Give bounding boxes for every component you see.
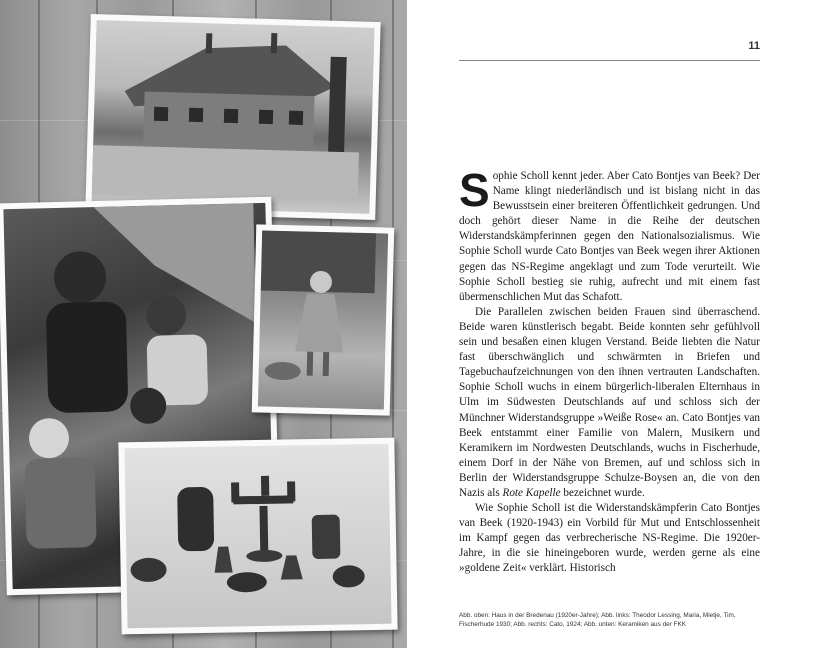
photo-house — [85, 14, 380, 220]
paragraph-2-text: Die Parallelen zwischen beiden Frauen sind überraschend. Beide waren künstlerisch begabt. Beide konnten sehr gefühlvoll sein und besaßen einen klugen Verstand. Beide liebten die Natur fast überschwänglich und schwärmten in Briefen und Tagebuchaufzeichnungen von den ihnen vertrauten Landschaften. Sophie Scholl wuchs in einem bürgerlich-liberalen Elternhaus in Ulm im Südwesten Deutschlands auf und schloss sich der Münchner Widerstandsgruppe »Weiße Rose« an. Cato Bontjes van Beek entstammt einer Familie von Malern, Musikern und Keramikern im Nordwesten Deutschlands, wuchs in Fischerhude, einem Dorf in der Nähe von Bremen, auf und schloss sich in Berlin der Widerstandsgruppe Schulze-Boysen an, die von den Nazis als — [459, 305, 760, 499]
right-page — [407, 0, 814, 648]
paragraph-2-italic: Rote Kapelle — [502, 486, 561, 499]
figure-caption: Abb. oben: Haus in der Bredenau (1920er-Jahre); Abb. links: Theodor Lessing, Maria, Mietje, Tim, Fischerhude 1930; Abb. rechts: Cato, 1924; Abb. unten: Keramiken aus der FKK — [459, 612, 736, 628]
header-rule — [459, 60, 760, 61]
paragraph-1-text: ophie Scholl kennt jeder. Aber Cato Bontjes van Beek? Der Name klingt niederländisch und ist bislang nicht in das Bewusstsein einer breiteren Öffentlichkeit gedrungen. Und doch gehört dieser Name in die Reihe der deutschen Widerstandskämpferinnen gegen den Nationalsozialismus. Wie Sophie Scholl wurde Cato Bontjes van Beek wegen ihrer Aktionen gegen das NS-Regime angeklagt und zum Tode verurteilt. Wie Sophie Scholl bestieg sie ruhig, aufrecht und mit einem fast übermenschlichen Mut das Schafott. — [459, 170, 760, 303]
photo-ceramics — [118, 438, 397, 635]
paragraph-2-end: bezeichnet wurde. — [563, 486, 645, 499]
paragraph-1 — [459, 164, 760, 305]
paragraph-2 — [459, 305, 760, 501]
photo-girl — [252, 224, 395, 415]
drop-cap: S — [459, 164, 490, 216]
body-text — [459, 164, 760, 577]
page-number: 11 — [748, 40, 760, 52]
paragraph-3: Wie Sophie Scholl ist die Widerstandskämpferin Cato Bontjes van Beek (1920-1943) ein Vorbild für Mut und Entschlossenheit im Kampf gegen das verbrecherische NS-Regime. Die 1920er-Jahre, in die sie hineingeboren wurde, werden gerne als eine »goldene Zeit« verklärt. Historisch — [459, 502, 760, 575]
